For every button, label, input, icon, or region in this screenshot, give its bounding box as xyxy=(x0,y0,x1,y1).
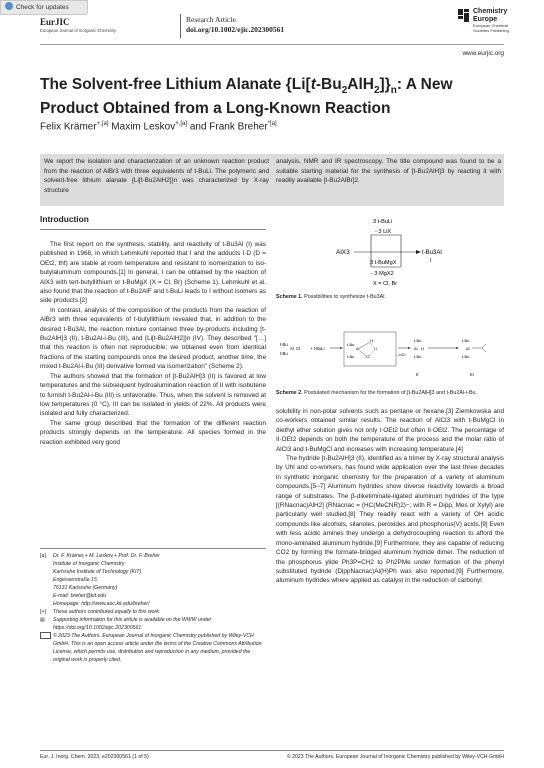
abstract-left-column: We report the isolation and characterization of an unknown reaction product from the reaction of AlBr3 with three equivalents of t-BuLi. The polymeric and solvent-free lithium alanate {Li[t-Bu2AlH2]}n was characterized by X-ray structure xyxy=(44,158,269,194)
svg-text:t-Bu: t-Bu xyxy=(347,342,355,347)
author-list: Felix Krämer$^{+,[a]}$ Maxim Leskov$^{+,[a]}$ and Frank Breher$^{*[a]}$ xyxy=(40,121,277,133)
title-line1: The Solvent-free Lithium Alanate $\{Li[t-Bu_2AlH_2]\}_n$: A New xyxy=(40,76,453,97)
journal-name: EurJIC xyxy=(40,17,70,27)
check-for-updates-badge[interactable] xyxy=(0,0,88,15)
paragraph: solubility in non-polar solvents such as pentane or hexane.[3] Ziemkowska and co-workers obtained similar results. The reaction of AlCl3 with t-BuMgCl in diethyl ether solution gives not only I·OEt2 but often II·OEt2. The percentage of II·OEt2 depends on both the temperature of the process and the molar ratio of AlCl3 and t-BuMgCl and increases with increasing temperature.[4] xyxy=(276,408,504,453)
paragraph: In contrast, analysis of the composition of the products from the reaction of AlBr3 with three equivalents of t-butyllithium revealed that, in addition to the desired t-Bu3Al, the reaction mixture contained three by-products including [t-Bu2AlH]3 (II), t-Bu2Al-i-Bu (III), and {Li[t-Bu2AlH2]}n (IV). They described "[…] that this reaction is often not reproducible; we obtained even from identical fractions of the starting compounds once the desired product, another time, the mixed t-Bu2Al-i-Bu (III) derivative formed via isomerization" (Scheme 2). xyxy=(40,306,266,371)
scheme2-group: t-Bu xyxy=(280,342,288,347)
doi-link[interactable]: doi.org/10.1002/ejic.202300561 xyxy=(186,25,285,34)
svg-text:t-Bu: t-Bu xyxy=(414,354,422,359)
publisher-sub-line2: Societies Publishing xyxy=(473,27,509,33)
scheme1-reagent-bottom: 3 t-BuMgX xyxy=(370,260,397,266)
scheme-1-caption: Scheme 1. Possibilities to synthesize t-Bu3Al. xyxy=(276,294,386,300)
footnote-license: © 2023 The Authors. European Journal of Inorganic Chemistry published by Wiley-VCH GmbH. This is an open access article under the terms of the Creative Commons Attribution License, which permits use, distribution and reproduction in any medium, provided the original work is properly cited. xyxy=(40,632,266,664)
section-rule xyxy=(40,229,266,230)
paragraph: The first report on the synthesis, stability, and reactivity of t-Bu3Al (I) was published in 1968, in which Lehmkuhl reported that I and the adducts I·D (D = OEt2, thf) are stable at room temperature and resistant to isomerization to iso-butylaluminum compounds.[1] In general, I can be obtained by the reaction of AlX3 with tert-butyllithium or t-BuMgX (X = Cl, Br) (Scheme 1). Lehmkuhl et al. also found that the reaction of t-Bu2AlF and t-BuLi leads to I without isomers as side products.[2] xyxy=(40,241,266,305)
scheme1-reagent-top: 3 t-BuLi xyxy=(373,219,393,225)
svg-text:t-Bu: t-Bu xyxy=(347,354,355,359)
scheme2-atom: Al xyxy=(290,346,294,351)
svg-text:Al: Al xyxy=(414,346,418,351)
chemistry-europe-logo-icon xyxy=(458,9,470,23)
body-right-column xyxy=(276,407,504,586)
svg-text:H: H xyxy=(370,338,373,343)
footnote-affiliation: [a] Dr. F. Krämer,+ M. Leskov,+ Prof. Dr. F. Breher Institute of Inorganic Chemistry Karlsruhe Institute of Technology (KIT) Engesserstraße 15 76131 Karlsruhe (Germany) E-mail: breher@kit.edu Homepage: http://www.aoc.kit.edu/breher/ xyxy=(40,552,266,608)
footnote-supporting-info: ▤ Supporting information for this article is available on the WWW under https://doi.org/10.1002/ejic.202300561 xyxy=(40,617,212,631)
footer-copyright: © 2023 The Authors. European Journal of Inorganic Chemistry published by Wiley-VCH GmbH xyxy=(286,754,504,760)
scheme2-arrow-icon xyxy=(340,347,343,349)
publisher-subtitle xyxy=(473,24,509,33)
svg-text:Al: Al xyxy=(356,346,360,351)
scheme-2-diagram xyxy=(276,306,504,388)
cc-license-icon xyxy=(40,632,51,639)
footnote-rule xyxy=(40,548,266,549)
author-email-link[interactable]: E-mail: breher@kit.edu xyxy=(53,593,107,599)
publisher-sub-line1: European Chemical xyxy=(473,23,509,28)
footnote-equal-contribution: [+] These authors contributed equally to this work. xyxy=(40,609,161,615)
scheme2-arrow-icon xyxy=(408,347,411,349)
scheme2-atom: Cl xyxy=(296,346,300,351)
homepage-link[interactable]: Homepage: http://www.aoc.kit.edu/breher/ xyxy=(53,601,150,607)
scheme1-condition: X = Cl, Br xyxy=(373,281,398,287)
footnotes xyxy=(40,552,266,664)
scheme2-byproduct: - LiCl xyxy=(396,352,406,357)
scheme2-group: t-Bu xyxy=(280,351,288,356)
title-line2: Product Obtained from a Long-Known Reaction xyxy=(40,100,391,118)
paragraph: The same group described that the formation of the different reaction products strongly depends on the temperature. All species formed in the reaction exhibited very good xyxy=(40,419,266,446)
publisher-name xyxy=(473,8,507,23)
scheme1-product-label: I xyxy=(430,258,432,264)
paragraph: The hydride [t-Bu2AlH]3 (II), identified as a trimer by X-ray structural analysis by Uhl and co-workers, has found wide application over the last three decades in synthetic inorganic chemistry for the preparation of a variety of aluminum compounds.[5–7] Aluminum hydrides show diverse reactivity towards a broad range of substrates. The β-diketiminate-ligated aluminum hydrides of the type [(RNacnac)AlH2] (RNacnac = (HC(MeCNR)2)−; with R = Dipp, Mes or Xylyl) are particularly well studied.[8] They readily react with a variety of OH acidic compounds like alcohols, silanoles, peroxides and phosphorus(V) acids.[9] Even with less acidic amines they undergo a dehydrocoupling reaction to afford the mono-aminated aluminum hydride.[9] Furthermore, they are capable of reducing CO2 by forming the formate-bridged aluminum hydride dimer. The reduction of the phosphorus ylide Ph3P=CH2 to Ph2PMe under formation of the phenyl substituted hydride (DippNacnac)Al(H)Ph was also reported.[9] Furthermore, aluminum hydrides where applied as catalyst in the reduction of carbonyl xyxy=(276,455,504,585)
scheme2-arrow-icon xyxy=(456,347,459,349)
document-icon: ▤ xyxy=(40,617,45,623)
section-heading-introduction: Introduction xyxy=(40,214,89,224)
scheme-1-diagram xyxy=(276,210,504,292)
footer-rule xyxy=(40,750,504,751)
paragraph: The authors showed that the formation of [t-Bu2AlH]3 (II) is favored at low temperatures and the subsequent hydroalumination reaction of II with isobutene to furnish t-Bu2Al-i-Bu (III) is unfavorable. Thus, when the solvent is removed at low temperatures (0 °C), III can be isolated in yields of 22%. All products were isolated and fully characterized. xyxy=(40,372,266,418)
author-3: and Frank Breher xyxy=(187,121,268,133)
svg-text:t-Bu: t-Bu xyxy=(462,354,470,359)
article-type: Research Article xyxy=(186,15,236,24)
svg-text:t-Bu: t-Bu xyxy=(414,338,422,343)
svg-text:t-Bu: t-Bu xyxy=(462,338,470,343)
svg-text:H: H xyxy=(421,346,424,351)
svg-text:Cl: Cl xyxy=(366,354,370,359)
footer-citation: Eur. J. Inorg. Chem. 2023, e202300561 (1 of 5) xyxy=(40,754,149,760)
journal-website-link[interactable]: www.eurjic.org xyxy=(462,50,504,57)
author-1: Felix Krämer xyxy=(40,121,97,133)
svg-text:Li: Li xyxy=(374,346,378,351)
author-2: Maxim Leskov xyxy=(108,121,176,133)
scheme1-reagent-bottom-byproduct: - 3 MgX2 xyxy=(371,271,394,277)
scheme1-arrow-head-icon xyxy=(416,250,421,254)
abstract-right-column: analysis, NMR and IR spectroscopy. The title compound was found to be a suitable starting material for the synthesis of [t-Bu2AlH]3 by reacting it with readily available [t-Bu2AlBr]2. xyxy=(276,158,501,184)
header-divider xyxy=(180,14,181,38)
scheme2-label-II: II xyxy=(416,372,419,377)
scheme1-reagent-top-byproduct: - 3 LiX xyxy=(375,229,392,235)
check-updates-label: Check for updates xyxy=(16,4,69,11)
header-rule xyxy=(40,44,504,45)
scheme2-reagent: + t-BuLi xyxy=(310,346,325,351)
article-title xyxy=(40,76,510,118)
scheme1-product: t-Bu3Al xyxy=(422,250,442,256)
scheme-2-caption: Scheme 2. Postulated mechanism for the formation of [t-Bu2AlH]3 and t-Bu2Al-i-Bu. xyxy=(276,390,478,396)
check-updates-icon xyxy=(5,2,13,10)
publisher-name-line1: Chemistry xyxy=(473,8,508,15)
journal-subtitle: European Journal of Inorganic Chemistry xyxy=(40,28,117,33)
body-left-column xyxy=(40,240,266,447)
publisher-name-line2: Europe xyxy=(473,15,498,23)
scheme1-reactant: AlX3 xyxy=(336,249,350,256)
svg-text:Al: Al xyxy=(466,346,470,351)
scheme2-label-III: III xyxy=(470,372,474,377)
